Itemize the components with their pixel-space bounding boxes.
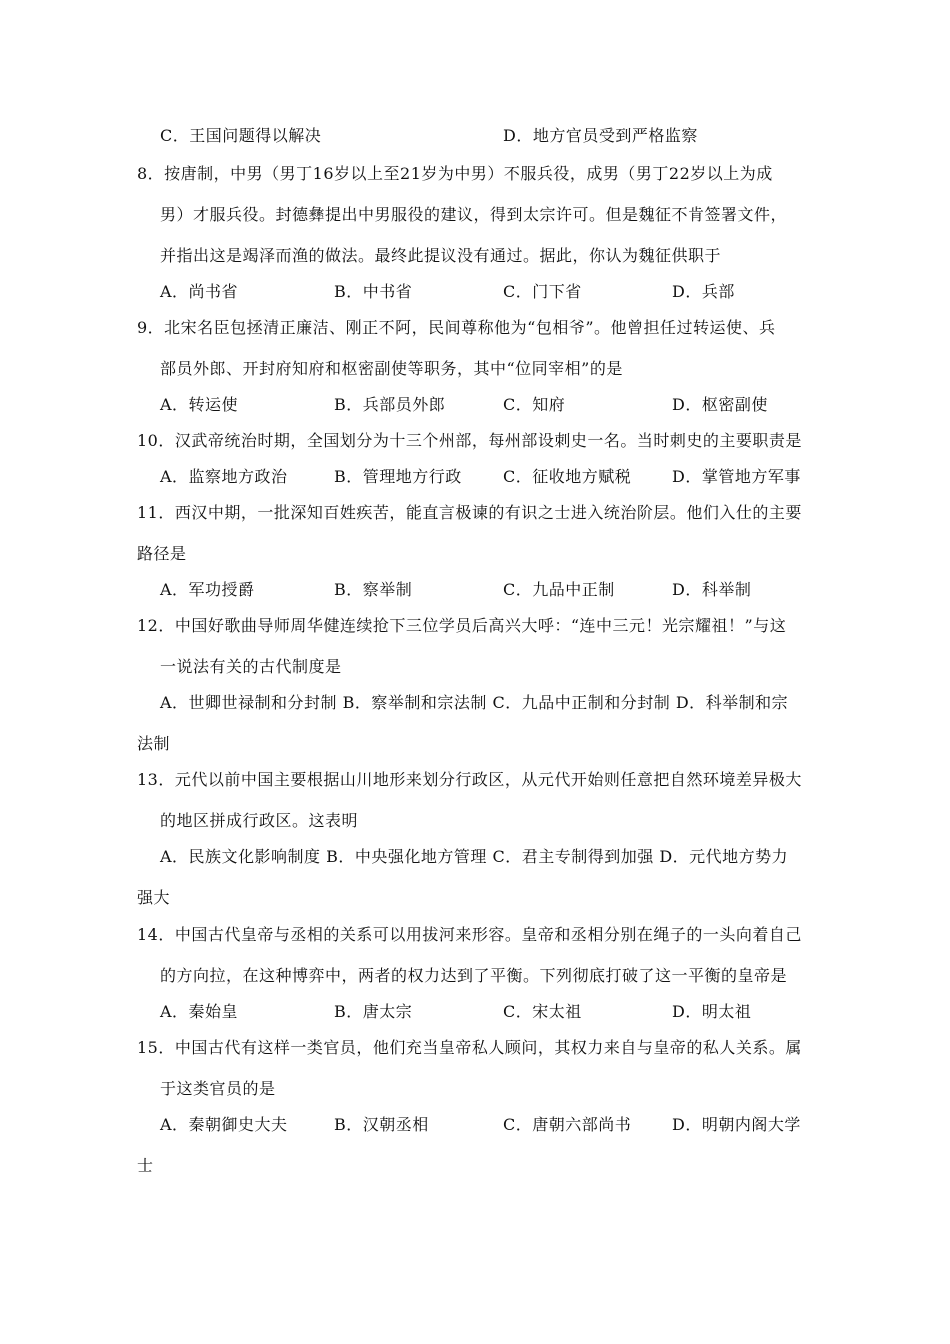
q12-stem-line1: 12．中国好歌曲导师周华健连续抢下三位学员后高兴大呼：“连中三元！光宗耀祖！”与这 [137,616,787,635]
q15-stem-line2: 于这类官员的是 [160,1079,276,1098]
q9-stem-line1: 9．北宋名臣包拯清正廉洁、刚正不阿，民间尊称他为“包相爷”。他曾担任过转运使、兵 [137,318,776,337]
q11-option-b: B．察举制 [334,580,413,599]
q14-stem-line2: 的方向拉，在这种博弈中，两者的权力达到了平衡。下列彻底打破了这一平衡的皇帝是 [160,966,788,985]
q11-stem-line1: 11．西汉中期，一批深知百姓疾苦，能直言极谏的有识之士进入统治阶层。他们入仕的主要 [137,503,802,522]
q10-option-a: A．监察地方政治 [160,467,288,486]
q9-option-c: C．知府 [503,395,566,414]
q10-option-c: C．征收地方赋税 [503,467,632,486]
q13-options-wrap: 强大 [137,888,171,907]
q8-option-a: A．尚书省 [160,282,239,301]
q15-option-b: B．汉朝丞相 [334,1115,429,1134]
q15-option-a: A．秦朝御史大夫 [160,1115,288,1134]
q9-stem-line2: 部员外郎、开封府知府和枢密副使等职务，其中“位同宰相”的是 [160,359,623,378]
q9-option-d: D．枢密副使 [672,395,768,414]
q7-option-c: C．王国问题得以解决 [160,126,322,145]
q14-option-d: D．明太祖 [672,1002,752,1021]
q9-option-b: B．兵部员外郎 [334,395,446,414]
q15-option-c: C．唐朝六部尚书 [503,1115,632,1134]
q8-stem-line3: 并指出这是竭泽而渔的做法。最终此提议没有通过。据此，你认为魏征供职于 [160,246,722,265]
q7-option-d: D．地方官员受到严格监察 [503,126,698,145]
q13-stem-line2: 的地区拼成行政区。这表明 [160,811,359,830]
q8-stem-line2: 男）才服兵役。封德彝提出中男服役的建议，得到太宗许可。但是魏征不肯签署文件， [160,205,788,224]
q15-option-d: D．明朝内阁大学 [672,1115,801,1134]
q9-option-a: A．转运使 [160,395,239,414]
q15-options-wrap: 士 [137,1156,154,1175]
q8-option-d: D．兵部 [672,282,735,301]
q10-stem-line1: 10．汉武帝统治时期，全国划分为十三个州部，每州部设刺史一名。当时刺史的主要职责是 [137,431,802,450]
q12-stem-line2: 一说法有关的古代制度是 [160,657,342,676]
q14-stem-line1: 14．中国古代皇帝与丞相的关系可以用拔河来形容。皇帝和丞相分别在绳子的一头向着自己 [137,925,802,944]
q12-options-wrap: 法制 [137,734,171,753]
q11-stem-line2: 路径是 [137,544,187,563]
q14-option-a: A．秦始皇 [160,1002,239,1021]
q10-option-b: B．管理地方行政 [334,467,462,486]
q15-stem-line1: 15．中国古代有这样一类官员，他们充当皇帝私人顾问，其权力来自与皇帝的私人关系。属 [137,1038,802,1057]
q8-stem-line1: 8．按唐制，中男（男丁16岁以上至21岁为中男）不服兵役，成男（男丁22岁以上为成 [137,164,773,183]
q13-stem-line1: 13．元代以前中国主要根据山川地形来划分行政区，从元代开始则任意把自然环境差异极大 [137,770,802,789]
q11-option-c: C．九品中正制 [503,580,615,599]
q14-option-c: C．宋太祖 [503,1002,582,1021]
q10-option-d: D．掌管地方军事 [672,467,801,486]
q11-option-a: A．军功授爵 [160,580,255,599]
q8-option-b: B．中书省 [334,282,413,301]
q13-options-line: A．民族文化影响制度 B．中央强化地方管理 C．君主专制得到加强 D．元代地方势力 [160,847,789,866]
q12-options-line: A．世卿世禄制和分封制 B．察举制和宗法制 C．九品中正制和分封制 D．科举制和宗 [160,693,789,712]
q14-option-b: B．唐太宗 [334,1002,413,1021]
q8-option-c: C．门下省 [503,282,582,301]
q11-option-d: D．科举制 [672,580,752,599]
